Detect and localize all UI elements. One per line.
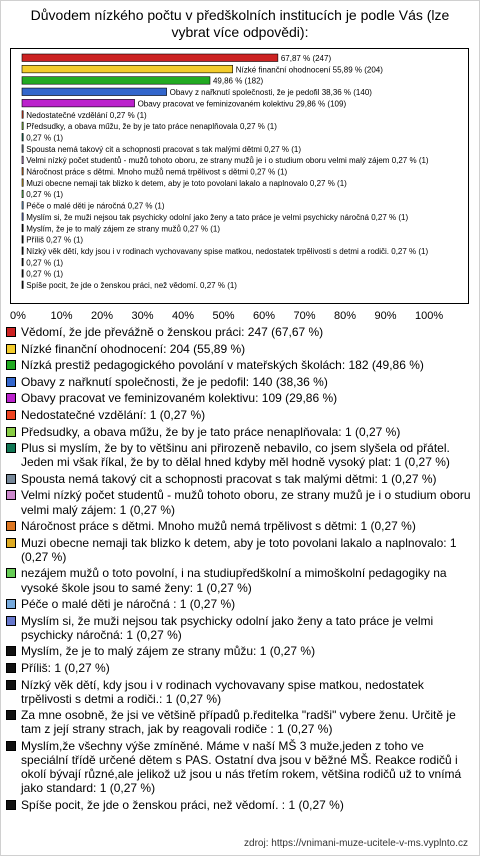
legend-swatch bbox=[6, 474, 16, 484]
bar-label-8: 0,27 % (1) bbox=[26, 133, 64, 143]
legend-swatch bbox=[6, 710, 16, 720]
legend-swatch bbox=[6, 360, 16, 370]
legend-label: Příliš: 1 (0,27 %) bbox=[21, 660, 110, 675]
x-tick-label: 20% bbox=[91, 310, 114, 322]
bar-6 bbox=[22, 111, 23, 119]
legend-label: Myslím,že všechny výše zmíněné. Máme v naší MŠ 3 muže,jeden z toho ve speciální třídě určené dětem s PAS. Ostatní dva jsou v běžné MŠ. Reakce rodičů i okolí bývají různé,ale jelikož už jsou u nás třetím rokem, většina rodičů už to vnímá jako standard: 1 (0,27 %) bbox=[21, 738, 462, 796]
legend-label: Předsudky, a obava műžu, že by je tato práce nenaplňovala: 1 (0,27 %) bbox=[21, 424, 401, 439]
bar-label-5: Obavy pracovat ve feminizovaném kolektivu 29,86 % (109) bbox=[137, 99, 347, 109]
legend-item-6 bbox=[6, 408, 474, 422]
legend-item-1 bbox=[6, 325, 474, 339]
legend-swatch bbox=[6, 327, 16, 337]
legend-label: Myslím si, že muži nejsou tak psychicky odolní jako ženy a tato práce je velmi psychicky náročná: 1 (0,27 %) bbox=[21, 613, 434, 642]
legend-item-14 bbox=[6, 597, 474, 611]
bar-3 bbox=[22, 77, 210, 85]
bar-10 bbox=[22, 156, 23, 164]
legend-swatch bbox=[6, 646, 16, 656]
bar-11 bbox=[22, 168, 23, 176]
legend-item-11 bbox=[6, 519, 474, 533]
plot-area bbox=[10, 48, 469, 304]
x-tick-label: 0% bbox=[10, 310, 26, 322]
legend-item-17 bbox=[6, 661, 474, 675]
bar-label-17: Příliš 0,27 % (1) bbox=[26, 235, 84, 245]
legend-label: Nedostatečné vzdělání: 1 (0,27 %) bbox=[21, 407, 206, 422]
bar-label-14: Péče o malé děti je náročná 0,27 % (1) bbox=[26, 201, 165, 211]
legend-label: Náročnost práce s dětmi. Mnoho mužů nemá trpělivost s dětmi: 1 (0,27 %) bbox=[21, 519, 416, 534]
legend-swatch bbox=[6, 443, 16, 453]
bar-label-6: Nedostatečné vzdělání 0,27 % (1) bbox=[26, 110, 147, 120]
legend-label: Obavy z nařknutí společnosti, že je pedofil: 140 (38,36 %) bbox=[21, 374, 328, 389]
legend-item-15 bbox=[6, 614, 474, 642]
bar-12 bbox=[22, 179, 23, 187]
legend-swatch bbox=[6, 344, 16, 354]
legend-label: Velmi nízký počet studentů - mužů tohoto oboru, ze strany mužů je i o studium oboru velmi malý zájem: 1 (0,27 %) bbox=[21, 488, 471, 517]
legend-item-4 bbox=[6, 375, 474, 389]
legend-label: Muzi obecne nemaji tak blizko k detem, aby je toto povolani lakalo a naplnovalo: 1 (0,27 %) bbox=[21, 535, 457, 564]
x-tick-label: 10% bbox=[50, 310, 73, 322]
bar-9 bbox=[22, 145, 23, 153]
legend bbox=[6, 325, 474, 814]
legend-swatch bbox=[6, 568, 16, 578]
x-tick-label: 40% bbox=[172, 310, 195, 322]
legend-swatch bbox=[6, 377, 16, 387]
bars-svg bbox=[11, 49, 470, 305]
legend-item-5 bbox=[6, 391, 474, 405]
legend-swatch bbox=[6, 393, 16, 403]
bar-label-13: 0,27 % (1) bbox=[26, 190, 64, 200]
legend-label: nezájem mužů o toto povolní, i na studiupředškolní a mimoškolní pedagogiky na vysoké škole jsou to samé ženy: 1 (0,27 %) bbox=[21, 566, 447, 595]
legend-swatch bbox=[6, 538, 16, 548]
x-tick-label: 50% bbox=[212, 310, 235, 322]
legend-item-20 bbox=[6, 739, 474, 795]
source-note: zdroj: https://vnimani-muze-ucitele-v-ms.vyplnto.cz bbox=[244, 838, 468, 849]
legend-label: Spíše pocit, že jde o ženskou práci, než vědomí. : 1 (0,27 %) bbox=[21, 797, 344, 812]
x-tick-label: 100% bbox=[415, 310, 444, 322]
legend-item-9 bbox=[6, 472, 474, 486]
legend-label: Spousta nemá takový cit a schopnosti pracovat s tak malými dětmi: 1 (0,27 %) bbox=[21, 471, 437, 486]
bar-label-10: Velmi nízký počet studentů - mužů tohoto oboru, ze strany mužů je i o studium oboru velmi malý zájem 0,27 % (1) bbox=[26, 156, 429, 166]
bar-4 bbox=[22, 88, 167, 96]
x-axis-ticks bbox=[0, 308, 480, 322]
legend-item-13 bbox=[6, 566, 474, 594]
legend-swatch bbox=[6, 800, 16, 810]
legend-label: Nízká prestiž pedagogického povolání v mateřských školách: 182 (49,86 %) bbox=[21, 358, 424, 373]
bar-21 bbox=[22, 281, 23, 289]
bar-14 bbox=[22, 202, 23, 210]
legend-item-19 bbox=[6, 708, 474, 736]
bar-label-19: 0,27 % (1) bbox=[26, 258, 64, 268]
bar-15 bbox=[22, 213, 23, 221]
bar-18 bbox=[22, 247, 23, 255]
legend-item-2 bbox=[6, 342, 474, 356]
bar-label-3: 49,86 % (182) bbox=[212, 76, 264, 86]
x-axis bbox=[0, 308, 480, 322]
legend-swatch bbox=[6, 616, 16, 626]
x-tick-label: 90% bbox=[374, 310, 397, 322]
legend-swatch bbox=[6, 410, 16, 420]
bar-8 bbox=[22, 133, 23, 141]
legend-swatch bbox=[6, 663, 16, 673]
legend-label: Myslím, že je to malý zájem ze strany můžu: 1 (0,27 %) bbox=[21, 644, 316, 659]
bar-label-18: Nízký věk dětí, kdy jsou i v rodinach vychovavany spise matkou, nedostatek trpělivosti s detmi a rodiči. 0,27 % (1) bbox=[26, 246, 429, 256]
chart-title: Důvodem nízkého počtu v předškolních institucích je podle Vás (lze vybrat více odpovědi): bbox=[30, 7, 450, 40]
bar-2 bbox=[22, 65, 233, 73]
legend-item-12 bbox=[6, 536, 474, 564]
legend-item-16 bbox=[6, 644, 474, 658]
bar-label-20: 0,27 % (1) bbox=[26, 269, 64, 279]
legend-label: Péče o malé děti je náročná : 1 (0,27 %) bbox=[21, 597, 236, 612]
bar-16 bbox=[22, 224, 23, 232]
x-tick-label: 60% bbox=[253, 310, 276, 322]
bar-label-15: Myslím si, že muži nejsou tak psychicky odolní jako ženy a tato práce je velmi psychicky náročná 0,27 % (1) bbox=[26, 212, 409, 222]
bar-label-1: 67,87 % (247) bbox=[280, 54, 332, 63]
bar-13 bbox=[22, 190, 23, 198]
x-tick-label: 30% bbox=[131, 310, 154, 322]
bar-19 bbox=[22, 258, 23, 266]
legend-label: Obavy pracovat ve feminizovaném kolektivu: 109 (29,86 %) bbox=[21, 391, 338, 406]
bar-7 bbox=[22, 122, 23, 130]
legend-swatch bbox=[6, 680, 16, 690]
legend-item-3 bbox=[6, 358, 474, 372]
legend-label: Nízké finanční ohodnocení: 204 (55,89 %) bbox=[21, 341, 246, 356]
legend-swatch bbox=[6, 490, 16, 500]
legend-item-18 bbox=[6, 678, 474, 706]
legend-swatch bbox=[6, 599, 16, 609]
bar-label-11: Náročnost práce s dětmi. Mnoho mužů nemá trpělivost s dětmi 0,27 % (1) bbox=[26, 167, 288, 177]
legend-item-7 bbox=[6, 425, 474, 439]
legend-swatch bbox=[6, 521, 16, 531]
bar-label-4: Obavy z nařknutí společnosti, že je pedofil 38,36 % (140) bbox=[169, 88, 372, 98]
bar-5 bbox=[22, 99, 135, 107]
bar-label-12: Muzi obecne nemaji tak blizko k detem, aby je toto povolani lakalo a naplnovalo 0,27 % (1) bbox=[26, 178, 347, 188]
legend-label: Nízký věk dětí, kdy jsou i v rodinach vychovavany spise matkou, nedostatek trpělivosti s detmi a rodiči.: 1 (0,27 %) bbox=[21, 677, 424, 706]
bar-1 bbox=[22, 54, 278, 62]
bar-17 bbox=[22, 236, 23, 244]
bar-label-7: Předsudky, a obava műžu, že by je tato práce nenaplňovala 0,27 % (1) bbox=[26, 122, 277, 132]
legend-swatch bbox=[6, 427, 16, 437]
legend-label: Plus si myslím, že by to většinu ani přirozeně nebavilo, co jsem slyšela od přátel. Jeden mi však říkal, že by to dělal hned kdyby měl hodně vysoký plat: 1 (0,27 %) bbox=[21, 441, 450, 470]
legend-item-10 bbox=[6, 488, 474, 516]
x-tick-label: 70% bbox=[293, 310, 316, 322]
legend-label: Vědomí, že jde převážně o ženskou práci: 247 (67,67 %) bbox=[21, 325, 324, 339]
legend-label: Za mne osobně, že jsi ve většině případů p.ředitelka "radši" vybere ženu. Určitě je tam z její strany strach, jak by reagovali rodiče : 1 (0,27 %) bbox=[21, 708, 456, 737]
bar-label-16: Myslím, že je to malý zájem ze strany mužů 0,27 % (1) bbox=[26, 224, 221, 234]
bar-20 bbox=[22, 270, 23, 278]
bar-label-2: Nízké finanční ohodnocení 55,89 % (204) bbox=[235, 65, 383, 75]
bar-label-9: Spousta nemá takový cit a schopnosti pracovat s tak malými dětmi 0,27 % (1) bbox=[26, 144, 301, 154]
bar-label-21: Spíše pocit, že jde o ženskou práci, než vědomí. 0,27 % (1) bbox=[26, 281, 237, 290]
legend-item-21 bbox=[6, 798, 474, 812]
legend-swatch bbox=[6, 741, 16, 751]
legend-item-8 bbox=[6, 441, 474, 469]
x-tick-label: 80% bbox=[334, 310, 357, 322]
